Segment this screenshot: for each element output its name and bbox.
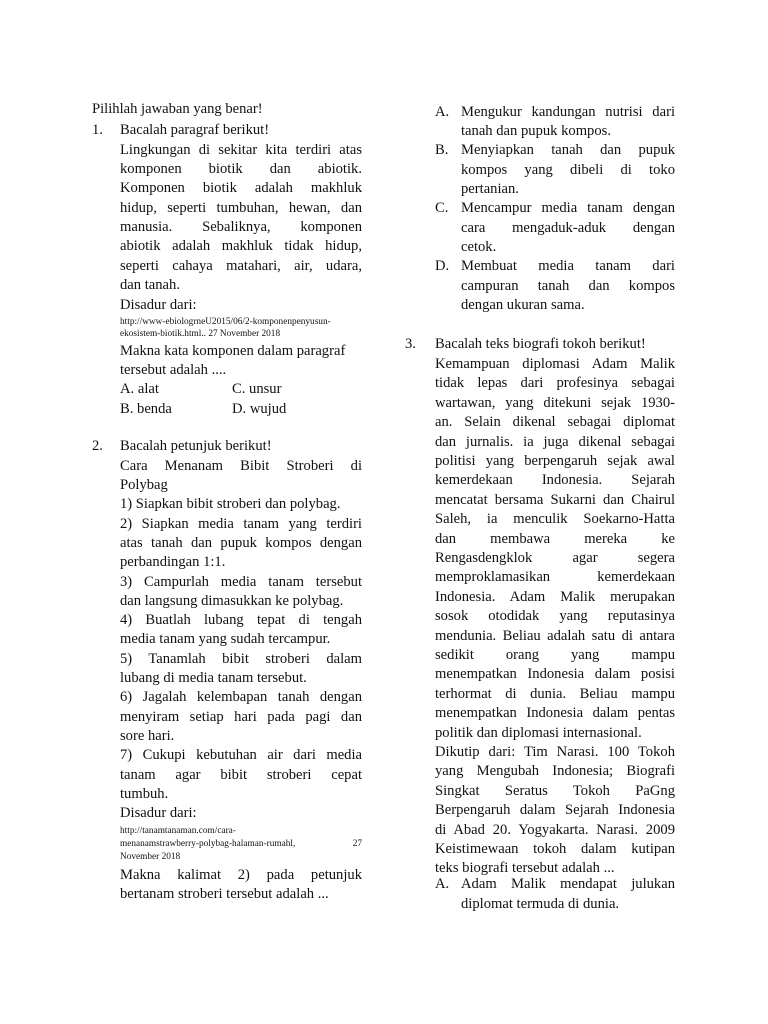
q2-step-line: 6) Jagalah kelembapan tanah dengan <box>120 689 362 705</box>
q3-number: 3. <box>405 336 416 352</box>
q3-passage-line: dan jurnalis. ia juga dikenal sebagai <box>435 433 675 450</box>
q3-passage-line: politisi yang berpengaruh sejak awal <box>435 453 675 469</box>
q1-option-a: A. alat <box>120 381 159 397</box>
instruction: Pilihlah jawaban yang benar! <box>92 101 263 117</box>
q2-number: 2. <box>92 438 103 454</box>
q3-passage-line: Indonesia. Adam Malik merupakan <box>435 588 675 605</box>
q3-passage-line: menempatkan Indonesia dalam pentas <box>435 705 675 722</box>
q2-option-letter: A. <box>435 104 450 120</box>
q2-step-line: 5) Tanamlah bibit stroberi dalam <box>120 651 362 667</box>
q1-passage-line: Lingkungan di sekitar kita terdiri atas <box>120 142 362 158</box>
q1-passage-line: abiotik adalah makhluk tidak hidup, <box>120 238 362 254</box>
q1-number: 1. <box>92 122 103 138</box>
q3-option-letter: A. <box>435 876 450 892</box>
q2-option-b-line: Menyiapkan tanah dan pupuk <box>461 142 675 158</box>
q2-title-line: Polybag <box>120 477 168 493</box>
q2-option-c-line: Mencampur media tanam dengan <box>461 200 675 216</box>
q3-passage-line: an. Selain dikenal sebagai diplomat <box>435 414 675 431</box>
q1-passage-line: manusia. Sebaliknya, komponen <box>120 219 362 235</box>
q3-passage-line: kemerdekaan Indonesia. Sejarah <box>435 472 675 489</box>
q3-passage-line: memproklamasikan kemerdekaan <box>435 569 675 586</box>
q3-passage-line: wartawan, yang ditekuni sejak 1930- <box>435 394 675 411</box>
q2-option-letter: B. <box>435 142 449 158</box>
q3-passage-line: politik dan diplomasi internasional. <box>435 724 642 741</box>
q3-passage-line: Berpengaruh dalam Sejarah Indonesia <box>435 802 675 819</box>
q2-step-line: 1) Siapkan bibit stroberi dan polybag. <box>120 496 341 512</box>
q2-step-line: menyiram setiap hari pada pagi dan <box>120 709 362 725</box>
q2-option-d-line: campuran tanah dan kompos <box>461 278 675 294</box>
q1-question-line: Makna kata komponen dalam paragraf <box>120 343 346 359</box>
q1-passage-line: Komponen biotik adalah makhluk <box>120 180 362 196</box>
q3-passage-line: Keistimewaan tokoh dalam kutipan <box>435 841 675 857</box>
q2-step-line: tumbuh. <box>120 786 169 802</box>
q1-passage-line: seperti cahaya matahari, air, udara, <box>120 258 362 274</box>
q3-passage-line: dan membawa mereka ke <box>435 530 675 547</box>
q3-passage-line: Dikutip dari: Tim Narasi. 100 Tokoh <box>435 744 675 760</box>
q1-source-date: ekosistem-biotik.html.. 27 November 2018 <box>120 329 281 339</box>
q3-passage-line: mencatat bersama Sukarni dan Chairul <box>435 491 675 508</box>
q3-option-a-line: Adam Malik mendapat julukan <box>461 876 675 892</box>
q2-source-line: http://tanamtanaman.com/cara- <box>120 826 236 836</box>
q3-passage-line: Rengasdengklok agar segera <box>435 550 675 566</box>
q3-passage-line: yang Mengubah Indonesia; Biografi <box>435 763 675 780</box>
q3-passage-line: Saleh, ia menculik Soekarno-Hatta <box>435 511 675 528</box>
q1-source-label: Disadur dari: <box>120 297 197 313</box>
q2-source-label: Disadur dari: <box>120 805 197 821</box>
q2-step-line: atas tanah dan pupuk kompos dengan <box>120 535 362 551</box>
q3-passage-line: tidak lepas dari profesinya sebagai <box>435 375 675 392</box>
q3-passage-line: di Abad 20. Yogyakarta. Narasi. 2009 <box>435 821 675 838</box>
q2-step-line: media tanam yang sudah tercampur. <box>120 631 331 647</box>
q3-passage-line: sedikit orang yang mampu <box>435 647 675 663</box>
q2-step-line: 3) Campurlah media tanam tersebut <box>120 574 362 590</box>
q2-step-line: tanam agar bibit stroberi cepat <box>120 767 362 783</box>
q2-option-d-line: Membuat media tanam dari <box>461 258 675 274</box>
q2-step-line: perbandingan 1:1. <box>120 554 226 570</box>
q2-option-a-line: tanah dan pupuk kompos. <box>461 123 611 139</box>
q2-question-line: Makna kalimat 2) pada petunjuk <box>120 867 362 883</box>
q2-source-line: November 2018 <box>120 852 181 862</box>
q2-option-d-line: dengan ukuran sama. <box>461 297 585 313</box>
q2-step-line: sore hari. <box>120 728 175 744</box>
q3-passage-line: Kemampuan diplomasi Adam Malik <box>435 356 675 372</box>
q2-option-letter: C. <box>435 200 449 216</box>
q2-source-line: menanamstrawberry-polybag-halaman-rumahl, 27 <box>120 839 362 849</box>
q1-option-d: D. wujud <box>232 401 287 417</box>
q1-passage-line: dan tanah. <box>120 277 180 293</box>
q3-option-a-line: diplomat termuda di dunia. <box>461 896 620 912</box>
q2-step-line: 4) Buatlah lubang tepat di tengah <box>120 612 362 628</box>
q2-title-line: Cara Menanam Bibit Stroberi di <box>120 458 362 474</box>
q1-option-c: C. unsur <box>232 381 282 397</box>
q2-step-line: 2) Siapkan media tanam yang terdiri <box>120 516 362 532</box>
q2-prompt: Bacalah petunjuk berikut! <box>120 438 272 454</box>
q2-option-c-line: cara mengaduk-aduk dengan <box>461 220 675 236</box>
q3-passage-line: terhormat di dunia. Beliau mampu <box>435 685 675 702</box>
q1-passage-line: hidup, seperti tumbuhan, hewan, dan <box>120 200 362 216</box>
q3-prompt: Bacalah teks biografi tokoh berikut! <box>435 336 646 352</box>
q2-option-c-line: cetok. <box>461 239 497 255</box>
q3-passage-line: Singkat Seratus Tokoh PaGng <box>435 782 675 799</box>
q2-step-line: 7) Cukupi kebutuhan air dari media <box>120 747 362 763</box>
q1-option-b: B. benda <box>120 401 172 417</box>
q2-option-b-line: pertanian. <box>461 181 519 197</box>
q2-option-letter: D. <box>435 258 450 274</box>
q2-option-b-line: kompos yang dibeli di toko <box>461 162 675 178</box>
q1-prompt: Bacalah paragraf berikut! <box>120 122 270 138</box>
q3-passage-line: menempatkan Indonesia dalam posisi <box>435 666 675 683</box>
q1-source-url: http://www-ebiologrneU2015/06/2-komponenpenyusun- <box>120 317 331 327</box>
q3-passage-line: teks biografi tersebut adalah ... <box>435 860 615 877</box>
q1-question-line: tersebut adalah .... <box>120 362 227 378</box>
q2-step-line: dan langsung dimasukkan ke polybag. <box>120 593 344 609</box>
q2-question-line: bertanam stroberi tersebut adalah ... <box>120 886 329 902</box>
q2-step-line: lubang di media tanam tersebut. <box>120 670 307 686</box>
q1-passage-line: komponen biotik dan abiotik. <box>120 161 362 177</box>
q3-passage-line: mendunia. Beliau adalah satu di antara <box>435 627 675 644</box>
q2-option-a-line: Mengukur kandungan nutrisi dari <box>461 104 675 120</box>
q3-passage-line: sosok otodidak yang reputasinya <box>435 608 675 625</box>
